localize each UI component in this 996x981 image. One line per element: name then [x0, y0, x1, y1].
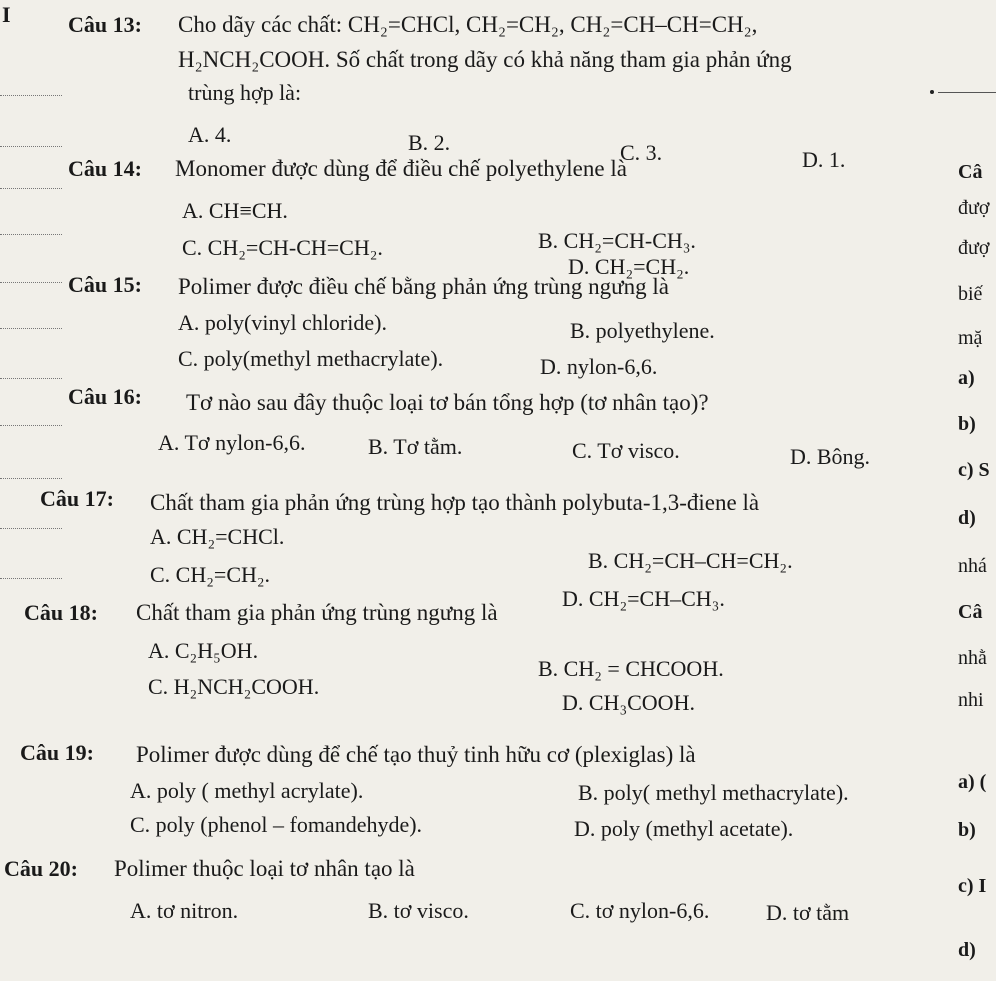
q20-option-c: C. tơ nylon-6,6.: [570, 898, 710, 923]
right-col-text: mặ: [958, 327, 983, 349]
q18-option-a: A. C₂H₅OH.: [148, 638, 259, 663]
q15-number: Câu 15:: [68, 272, 142, 297]
q13-text-line2: H₂NCH₂COOH. Số chất trong dãy có khả năng tham gia phản ứng: [178, 47, 792, 72]
margin-line: [0, 378, 62, 379]
right-col-text: nhằ: [958, 647, 987, 669]
right-col-text: c) S: [958, 459, 990, 481]
q20-number: Câu 20:: [4, 856, 78, 881]
q14-option-b: B. CH₂=CH-CH₃.: [538, 228, 696, 253]
corner-label: I: [2, 2, 11, 27]
right-col-text: đượ: [958, 197, 990, 219]
q15-text: Polimer được điều chế bằng phản ứng trùng ngưng là: [178, 274, 669, 299]
q20-text: Polimer thuộc loại tơ nhân tạo là: [114, 856, 415, 881]
q13-option-c: C. 3.: [620, 140, 663, 165]
q13-option-a: A. 4.: [188, 122, 232, 147]
q16-option-b: B. Tơ tằm.: [368, 434, 463, 459]
q13-text-line1: Cho dãy các chất: CH₂=CHCl, CH₂=CH₂, CH₂=CH–CH=CH₂,: [178, 12, 758, 37]
q19-option-b: B. poly( methyl methacrylate).: [578, 780, 849, 805]
margin-line: [0, 578, 62, 579]
q20-option-a: A. tơ nitron.: [130, 898, 239, 923]
q14-option-c: C. CH₂=CH-CH=CH₂.: [182, 235, 383, 260]
q19-option-c: C. poly (phenol – fomandehyde).: [130, 812, 423, 837]
q18-option-b: B. CH₂ = CHCOOH.: [538, 656, 724, 681]
q18-option-d: D. CH₃COOH.: [562, 690, 695, 715]
right-col-text: a): [958, 367, 975, 389]
q17-option-d: D. CH₂=CH–CH₃.: [562, 586, 725, 611]
margin-line: [0, 188, 62, 189]
right-col-text: d): [958, 507, 976, 529]
q14-text: Monomer được dùng để điều chế polyethylene là: [175, 156, 627, 181]
q18-text: Chất tham gia phản ứng trùng ngưng là: [136, 600, 498, 625]
q18-number: Câu 18:: [24, 600, 98, 625]
q15-option-c: C. poly(methyl methacrylate).: [178, 346, 444, 371]
q17-number: Câu 17:: [40, 486, 114, 511]
q17-text: Chất tham gia phản ứng trùng hợp tạo thành polybuta-1,3-điene là: [150, 490, 760, 515]
q17-option-a: A. CH₂=CHCl.: [150, 524, 285, 549]
q14-number: Câu 14:: [68, 156, 142, 181]
margin-line: [0, 282, 62, 283]
q13-option-b: B. 2.: [408, 130, 451, 155]
q17-option-b: B. CH₂=CH–CH=CH₂.: [588, 548, 793, 573]
margin-line: [0, 528, 62, 529]
right-col-text: Câ: [958, 161, 983, 183]
q14-option-d: D. CH₂=CH₂.: [568, 254, 690, 279]
q13-text-line3: trùng hợp là:: [188, 80, 302, 105]
dot-mark: [930, 90, 934, 94]
margin-line: [0, 328, 62, 329]
right-col-text: b): [958, 413, 976, 435]
margin-line: [0, 234, 62, 235]
margin-line: [0, 478, 62, 479]
q15-option-a: A. poly(vinyl chloride).: [178, 310, 387, 335]
right-col-text: biế: [958, 283, 983, 305]
q20-option-d: D. tơ tằm: [766, 900, 850, 925]
q16-number: Câu 16:: [68, 384, 142, 409]
q14-option-a: A. CH≡CH.: [182, 198, 288, 223]
q16-option-a: A. Tơ nylon-6,6.: [158, 430, 306, 455]
q17-option-c: C. CH₂=CH₂.: [150, 562, 271, 587]
right-col-text: b): [958, 819, 976, 841]
q13-option-d: D. 1.: [802, 147, 846, 172]
margin-line: [938, 92, 996, 93]
q16-option-d: D. Bông.: [790, 444, 871, 469]
q15-option-b: B. polyethylene.: [570, 318, 715, 343]
q19-option-d: D. poly (methyl acetate).: [574, 816, 794, 841]
q20-option-b: B. tơ visco.: [368, 898, 469, 923]
q16-text: Tơ nào sau đây thuộc loại tơ bán tổng hợp (tơ nhân tạo)?: [186, 390, 709, 415]
margin-line: [0, 146, 62, 147]
q15-option-d: D. nylon-6,6.: [540, 354, 658, 379]
q19-number: Câu 19:: [20, 740, 94, 765]
right-col-text: Câ: [958, 601, 983, 623]
q16-option-c: C. Tơ visco.: [572, 438, 680, 463]
right-col-text: đượ: [958, 237, 990, 259]
right-col-text: d): [958, 939, 976, 961]
right-col-text: nhá: [958, 555, 987, 577]
q13-number: Câu 13:: [68, 12, 142, 37]
right-col-text: nhi: [958, 689, 984, 711]
margin-line: [0, 425, 62, 426]
q19-text: Polimer được dùng để chế tạo thuỷ tinh hữu cơ (plexiglas) là: [136, 742, 696, 767]
q19-option-a: A. poly ( methyl acrylate).: [130, 778, 364, 803]
right-col-text: c) I: [958, 875, 987, 897]
margin-line: [0, 95, 62, 96]
q18-option-c: C. H₂NCH₂COOH.: [148, 674, 320, 699]
right-col-text: a) (: [958, 771, 987, 793]
